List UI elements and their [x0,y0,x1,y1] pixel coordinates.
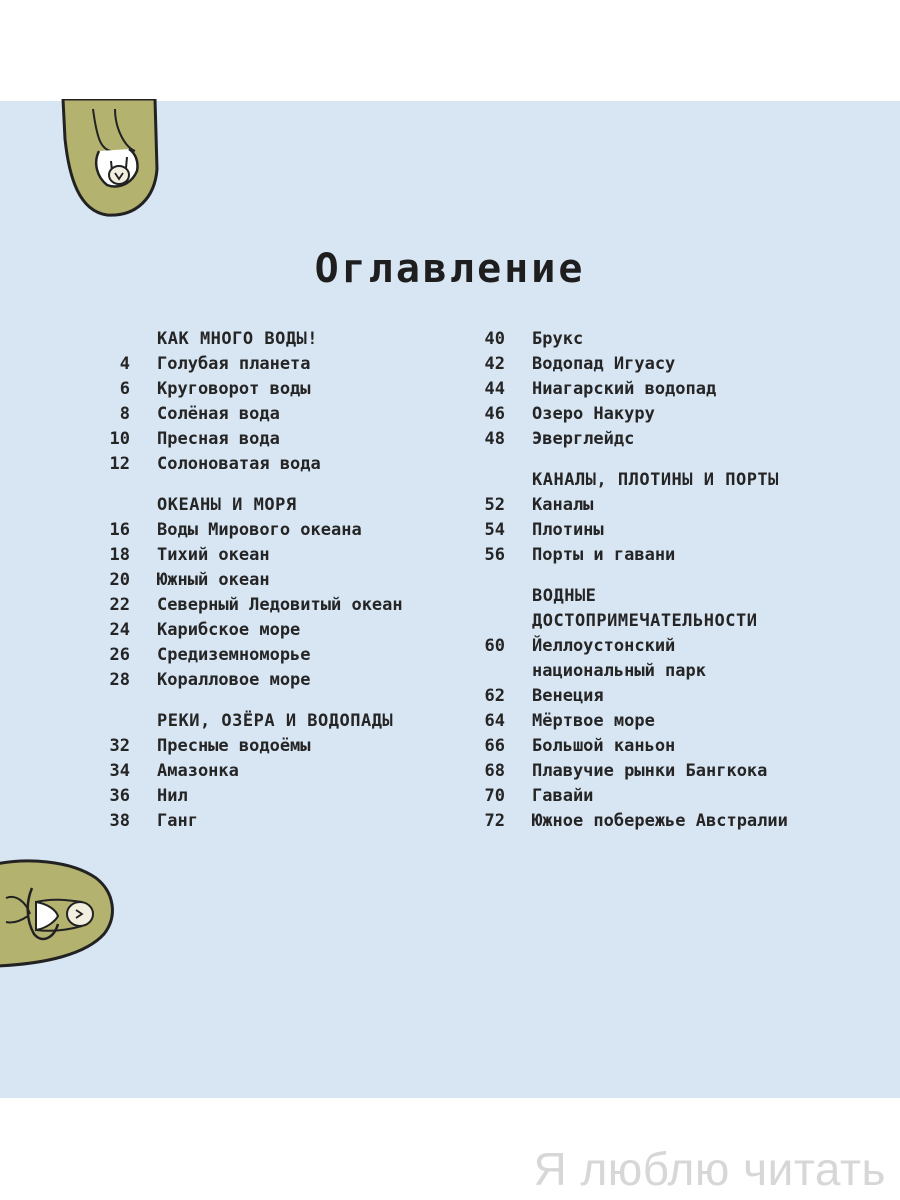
section-heading: КАНАЛЫ, ПЛОТИНЫ И ПОРТЫ [532,470,779,490]
toc-entry[interactable] [465,427,837,452]
page-number: 54 [484,520,505,540]
entry-title: Голубая планета [157,354,311,374]
toc-entry[interactable] [90,784,477,809]
page-number: 10 [109,429,130,449]
entry-title: Плотины [532,520,604,540]
entry-title: Коралловое море [157,670,311,690]
entry-title: Эверглейдс [532,429,635,449]
page-number: 42 [484,354,505,374]
toc-entry[interactable] [90,618,477,643]
entry-title: Карибское море [157,620,301,640]
entry-title: Воды Мирового океана [157,520,362,540]
toc-entry[interactable] [465,634,837,684]
section-heading: ОКЕАНЫ И МОРЯ [157,495,297,515]
entry-title: Йеллоустонский национальный парк [532,636,706,681]
toc-entry[interactable] [90,568,477,593]
page-number: 34 [109,761,130,781]
page-number: 26 [109,645,130,665]
page-number: 46 [484,404,505,424]
entry-title: Пресные водоёмы [157,736,311,756]
page-number: 44 [484,379,505,399]
page-number: 62 [484,686,505,706]
page-number: 16 [109,520,130,540]
toc-entry[interactable] [90,427,477,452]
page-number: 20 [109,570,130,590]
toc-entry[interactable] [465,734,837,759]
entry-title: Ганг [157,811,198,831]
toc-entry[interactable] [465,759,837,784]
toc-entry[interactable] [90,809,477,834]
toc-entry[interactable] [465,809,837,834]
entry-title: Ниагарский водопад [532,379,717,399]
page-number: 12 [109,454,130,474]
page-number: 52 [484,495,505,515]
entry-title: Тихий океан [157,545,270,565]
toc-entry[interactable] [90,377,477,402]
toc-entry[interactable] [90,402,477,427]
toc-entry[interactable] [465,352,837,377]
page-number: 8 [119,404,130,424]
entry-title: Гавайи [532,786,594,806]
entry-title: Венеция [532,686,604,706]
watermark: Я люблю читать [533,1143,886,1195]
walrus-illustration-bottom [0,858,120,970]
toc-entry[interactable] [90,352,477,377]
toc-entry[interactable] [465,402,837,427]
page-number: 32 [109,736,130,756]
page-number: 40 [484,329,505,349]
entry-title: Плавучие рынки Бангкока [532,761,768,781]
page-title: Оглавление [314,246,586,292]
page-number: 38 [109,811,130,831]
page-number: 4 [119,354,130,374]
page-number: 60 [484,636,505,656]
toc-entry[interactable] [90,543,477,568]
toc-entry[interactable] [465,784,837,809]
page-number: 28 [109,670,130,690]
toc-entry[interactable] [90,518,477,543]
toc-entry[interactable] [90,593,477,618]
entry-title: Каналы [532,495,594,515]
entry-title: Водопад Игуасу [532,354,676,374]
entry-title: Северный Ледовитый океан [157,595,403,615]
entry-title: Южное побережье Австралии [532,811,788,831]
toc-column-left [90,327,477,834]
toc-column-right [465,327,837,834]
page-number: 70 [484,786,505,806]
toc-entry[interactable] [90,452,477,477]
toc-entry[interactable] [465,518,837,543]
section-heading: КАК МНОГО ВОДЫ! [157,329,319,349]
entry-title: Круговорот воды [157,379,311,399]
entry-title: Солёная вода [157,404,280,424]
entry-title: Порты и гавани [532,545,676,565]
entry-title: Пресная вода [157,429,280,449]
toc-page [0,101,900,1098]
entry-title: Мёртвое море [532,711,655,731]
toc-entry[interactable] [90,734,477,759]
entry-title: Южный океан [157,570,270,590]
section-heading: РЕКИ, ОЗЁРА И ВОДОПАДЫ [157,711,394,731]
entry-title: Средиземноморье [157,645,311,665]
section-heading: ВОДНЫЕ ДОСТОПРИМЕЧАТЕЛЬНОСТИ [532,586,758,631]
page-number: 56 [484,545,505,565]
entry-title: Амазонка [157,761,239,781]
page-number: 6 [119,379,130,399]
toc-entry[interactable] [90,643,477,668]
page-number: 48 [484,429,505,449]
entry-title: Брукс [532,329,584,349]
entry-title: Нил [157,786,188,806]
page-number: 68 [484,761,505,781]
page-number: 72 [484,811,505,831]
entry-title: Озеро Накуру [532,404,655,424]
toc-entry[interactable] [465,327,837,352]
page-number: 36 [109,786,130,806]
toc-entry[interactable] [465,543,837,568]
toc-entry[interactable] [90,759,477,784]
page-number: 64 [484,711,505,731]
toc-entry[interactable] [90,668,477,693]
toc-entry[interactable] [465,684,837,709]
entry-title: Солоноватая вода [157,454,321,474]
toc-entry[interactable] [465,493,837,518]
entry-title: Большой каньон [532,736,676,756]
page-number: 24 [109,620,130,640]
page-number: 66 [484,736,505,756]
walrus-illustration-top [55,99,175,219]
toc-entry[interactable] [465,709,837,734]
toc-entry[interactable] [465,377,837,402]
page-number: 18 [109,545,130,565]
page-number: 22 [109,595,130,615]
